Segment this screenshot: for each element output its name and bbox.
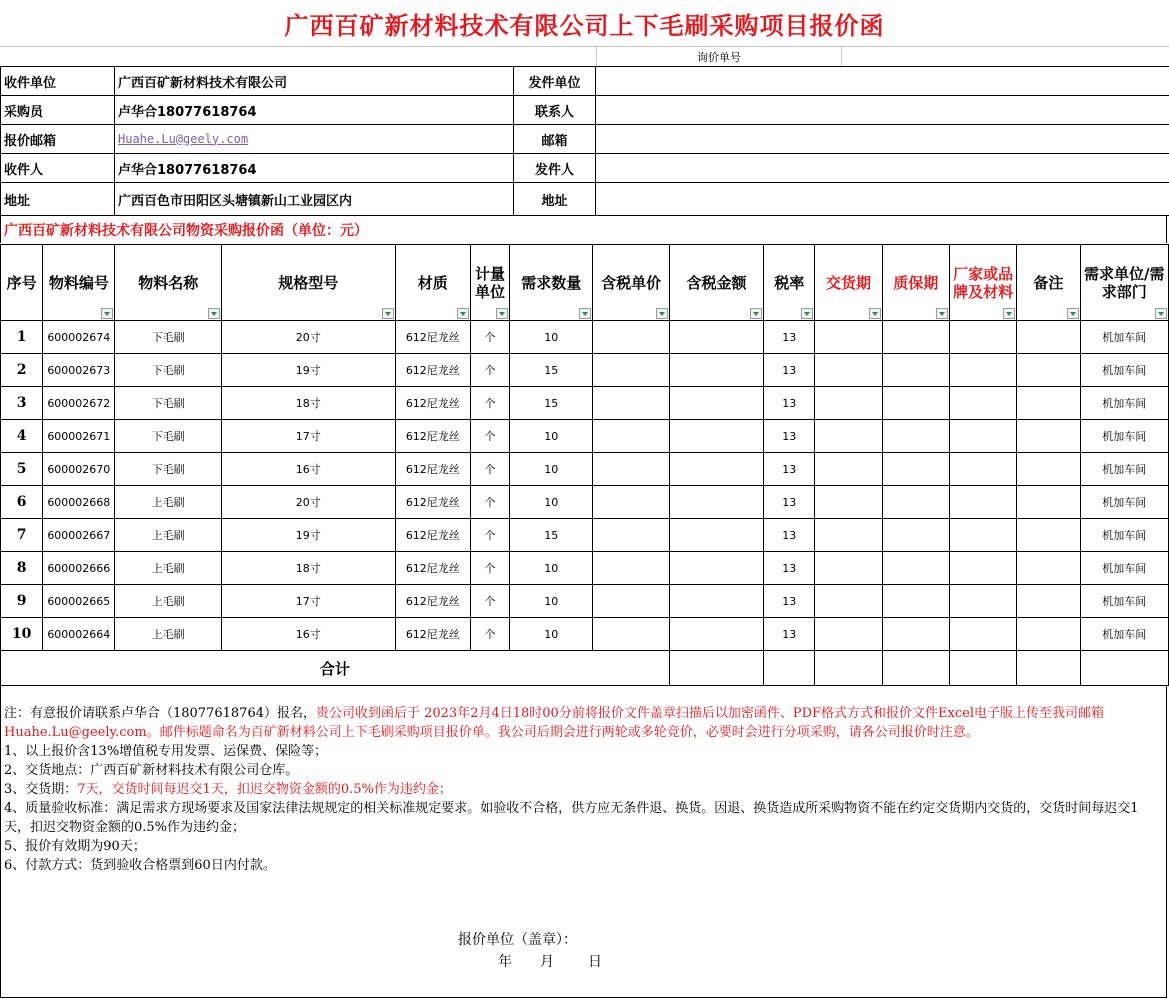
material-code: 600002673: [43, 354, 115, 387]
material-name: 下毛刷: [115, 387, 221, 420]
filter-dropdown-icon[interactable]: [579, 308, 591, 319]
material-name: 下毛刷: [115, 321, 221, 354]
info-row: [1, 96, 1169, 125]
header-unit-price-label: 含税单价: [601, 273, 662, 292]
brand-field[interactable]: [949, 354, 1016, 387]
material: 612尼龙丝: [395, 453, 470, 486]
note-item-3-detail: 7天，交货时间每迟交1天，扣迟交物资金额的0.5%作为违约金；: [77, 782, 452, 797]
department: 机加车间: [1080, 552, 1169, 585]
unit: 个: [470, 585, 509, 618]
filter-dropdown-icon[interactable]: [656, 308, 668, 319]
total-row: [1, 651, 1169, 686]
material-name: 上毛刷: [115, 519, 221, 552]
warranty-field[interactable]: [882, 486, 949, 519]
spec: 17寸: [221, 420, 395, 453]
signature-date: [498, 951, 602, 971]
unit-price-field[interactable]: [593, 519, 669, 552]
material-code: 600002670: [43, 453, 115, 486]
filter-dropdown-icon[interactable]: [1003, 308, 1015, 319]
department: 机加车间: [1080, 585, 1169, 618]
warranty-field[interactable]: [882, 552, 949, 585]
unit-price-field[interactable]: [593, 420, 669, 453]
material: 612尼龙丝: [395, 387, 470, 420]
quantity: 15: [510, 387, 593, 420]
table-header-row: [1, 245, 1169, 321]
notes-intro-text: 注：有意报价请联系卢华合（18077618764）报名，: [4, 706, 316, 721]
address-value[interactable]: 广西百色市田阳区头塘镇新山工业园区内: [115, 183, 514, 216]
header-material-name-label: 物料名称: [138, 273, 199, 292]
amount-field[interactable]: [669, 519, 763, 552]
unit-price-field[interactable]: [593, 387, 669, 420]
receiver-unit-value[interactable]: 广西百矿新材料技术有限公司: [115, 67, 514, 96]
material: 612尼龙丝: [395, 519, 470, 552]
email-field[interactable]: [596, 125, 1169, 154]
buyer-label: 采购员: [1, 96, 115, 125]
tax-rate: 13: [764, 519, 815, 552]
tax-rate: 13: [764, 585, 815, 618]
remark-field[interactable]: [1017, 519, 1080, 552]
row-number: 8: [1, 552, 43, 585]
signature-label: 报价单位（盖章）：: [458, 932, 577, 948]
delivery-field[interactable]: [815, 420, 882, 453]
quantity: 10: [510, 618, 593, 651]
quote-email-cell: [115, 125, 514, 154]
header-amount-label: 含税金额: [686, 273, 747, 292]
warranty-field[interactable]: [882, 321, 949, 354]
remark-field[interactable]: [1017, 453, 1080, 486]
remark-field[interactable]: [1017, 354, 1080, 387]
filter-dropdown-icon[interactable]: [382, 308, 394, 319]
page-title: 广西百矿新材料技术有限公司上下毛刷采购项目报价函: [284, 10, 885, 40]
total-cell[interactable]: [1017, 651, 1080, 686]
brand-field[interactable]: [949, 321, 1016, 354]
row-number: 1: [1, 321, 43, 354]
receiver-unit-label: 收件单位: [1, 67, 115, 96]
row-number: 9: [1, 585, 43, 618]
remark-field[interactable]: [1017, 552, 1080, 585]
header-warranty-label: 质保期: [893, 273, 939, 292]
header-warranty: [882, 245, 949, 321]
header-delivery-label: 交货期: [826, 273, 872, 292]
header-remark: [1017, 245, 1080, 321]
spec: 20寸: [221, 486, 395, 519]
material-code: 600002664: [43, 618, 115, 651]
total-cell[interactable]: [949, 651, 1016, 686]
header-material-label: 材质: [417, 273, 448, 292]
remark-field[interactable]: [1017, 420, 1080, 453]
spec: 19寸: [221, 519, 395, 552]
unit: 个: [470, 519, 509, 552]
spec: 19寸: [221, 354, 395, 387]
info-row: [1, 67, 1169, 96]
tax-rate: 13: [764, 354, 815, 387]
contact-person-field[interactable]: [596, 96, 1169, 125]
department: 机加车间: [1080, 618, 1169, 651]
unit-price-field[interactable]: [593, 552, 669, 585]
contact-info-table: [0, 66, 1169, 216]
material-code: 600002672: [43, 387, 115, 420]
table-row: [1, 519, 1169, 552]
header-unit-price: [593, 245, 669, 321]
department: 机加车间: [1080, 453, 1169, 486]
sender-address-field[interactable]: [596, 183, 1169, 216]
quantity: 10: [510, 552, 593, 585]
remark-field[interactable]: [1017, 585, 1080, 618]
row-number: 10: [1, 618, 43, 651]
delivery-field[interactable]: [815, 387, 882, 420]
tax-rate: 13: [764, 486, 815, 519]
tax-rate: 13: [764, 321, 815, 354]
info-row: [1, 183, 1169, 216]
header-amount: [669, 245, 763, 321]
material-code: 600002674: [43, 321, 115, 354]
header-unit-label: 计量单位: [475, 264, 506, 301]
material-code: 600002668: [43, 486, 115, 519]
unit: 个: [470, 387, 509, 420]
total-cell[interactable]: [1080, 651, 1169, 686]
amount-field[interactable]: [669, 387, 763, 420]
buyer-value[interactable]: 卢华合18077618764: [115, 96, 514, 125]
quote-email-link[interactable]: Huahe.Lu@geely.com: [118, 131, 249, 146]
quantity: 10: [510, 453, 593, 486]
note-item-5: 5、报价有效期为90天；: [4, 839, 146, 854]
filter-dropdown-icon[interactable]: [936, 308, 948, 319]
table-row: [1, 585, 1169, 618]
unit-price-field[interactable]: [593, 585, 669, 618]
filter-dropdown-icon[interactable]: [750, 308, 762, 319]
info-row: [1, 125, 1169, 154]
filter-dropdown-icon[interactable]: [101, 308, 113, 319]
unit: 个: [470, 321, 509, 354]
table-row: [1, 321, 1169, 354]
material-name: 上毛刷: [115, 585, 221, 618]
unit: 个: [470, 354, 509, 387]
warranty-field[interactable]: [882, 354, 949, 387]
material-name: 下毛刷: [115, 453, 221, 486]
spec: 16寸: [221, 618, 395, 651]
material: 612尼龙丝: [395, 585, 470, 618]
quote-email-label: 报价邮箱: [1, 125, 115, 154]
delivery-field[interactable]: [815, 585, 882, 618]
brand-field[interactable]: [949, 420, 1016, 453]
amount-field[interactable]: [669, 585, 763, 618]
brand-field[interactable]: [949, 618, 1016, 651]
header-unit: [470, 245, 509, 321]
row-number: 2: [1, 354, 43, 387]
date-month: 月: [540, 954, 554, 970]
header-department-label: 需求单位/需求部门: [1084, 264, 1165, 301]
delivery-field[interactable]: [815, 354, 882, 387]
table-row: [1, 618, 1169, 651]
note-item-1: 1、以上报价含13%增值税专用发票、运保费、保险等；: [4, 744, 328, 759]
total-amount-cell[interactable]: [669, 651, 763, 686]
amount-field[interactable]: [669, 552, 763, 585]
date-year: 年: [498, 954, 512, 970]
sender-address-label: 地址: [514, 183, 596, 216]
header-material-code: [43, 245, 115, 321]
department: 机加车间: [1080, 519, 1169, 552]
total-cell[interactable]: [815, 651, 882, 686]
amount-field[interactable]: [669, 453, 763, 486]
warranty-field[interactable]: [882, 387, 949, 420]
spec: 20寸: [221, 321, 395, 354]
amount-field[interactable]: [669, 321, 763, 354]
warranty-field[interactable]: [882, 585, 949, 618]
items-table: [0, 244, 1169, 686]
unit: 个: [470, 453, 509, 486]
brand-field[interactable]: [949, 387, 1016, 420]
recipient-label: 收件人: [1, 154, 115, 183]
warranty-field[interactable]: [882, 420, 949, 453]
unit-price-field[interactable]: [593, 321, 669, 354]
material: 612尼龙丝: [395, 486, 470, 519]
material-name: 上毛刷: [115, 618, 221, 651]
table-row: [1, 552, 1169, 585]
spec: 18寸: [221, 552, 395, 585]
sender-label: 发件人: [514, 154, 596, 183]
quantity: 10: [510, 321, 593, 354]
material-code: 600002665: [43, 585, 115, 618]
header-seq-label: 序号: [6, 273, 37, 292]
department: 机加车间: [1080, 420, 1169, 453]
header-remark-label: 备注: [1033, 273, 1064, 292]
filter-dropdown-icon[interactable]: [496, 308, 508, 319]
delivery-field[interactable]: [815, 519, 882, 552]
email-label: 邮箱: [514, 125, 596, 154]
amount-field[interactable]: [669, 618, 763, 651]
material-name: 上毛刷: [115, 552, 221, 585]
row-number: 4: [1, 420, 43, 453]
unit-price-field[interactable]: [593, 618, 669, 651]
note-item-4: 4、质量验收标准：满足需求方现场要求及国家法律法规规定的相关标准规定要求。如验收不合格，供方应无条件退、换货。因退、换货造成所采购物资不能在约定交货期内交货的，交货时间每迟交1天，扣迟交物资金额的0.5%作为违约金；: [4, 801, 1139, 835]
header-quantity-label: 需求数量: [521, 273, 582, 292]
header-brand: [949, 245, 1016, 321]
amount-field[interactable]: [669, 354, 763, 387]
remark-field[interactable]: [1017, 486, 1080, 519]
unit: 个: [470, 486, 509, 519]
filter-dropdown-icon[interactable]: [1155, 308, 1167, 319]
brand-field[interactable]: [949, 519, 1016, 552]
quantity: 10: [510, 486, 593, 519]
unit: 个: [470, 552, 509, 585]
brand-field[interactable]: [949, 486, 1016, 519]
tax-rate: 13: [764, 618, 815, 651]
notes-intro: [4, 704, 1162, 742]
material-code: 600002666: [43, 552, 115, 585]
quantity: 10: [510, 585, 593, 618]
table-row: [1, 354, 1169, 387]
department: 机加车间: [1080, 321, 1169, 354]
material-name: 下毛刷: [115, 420, 221, 453]
amount-field[interactable]: [669, 420, 763, 453]
header-spec-label: 规格型号: [278, 273, 339, 292]
notes-intro-deadline: 贵公司收到函后于 2023年2月4日18时00分前将报价文件盖章扫描后以加密函件、PDF格式方式和报价文件Excel电子版上传至我司邮箱Huahe.Lu@geely.com。邮件标题命名为百矿新材料公司上下毛刷采购项目报价单。我公司后期会进行两轮或多轮竞价，必要时会进行分项采购，请各公司报价时注意。: [4, 706, 1104, 740]
sender-unit-label: 发件单位: [514, 67, 596, 96]
header-material-code-label: 物料编号: [48, 273, 109, 292]
spec: 18寸: [221, 387, 395, 420]
row-number: 5: [1, 453, 43, 486]
note-item-2: 2、交货地点：广西百矿新材料技术有限公司仓库。: [4, 763, 299, 778]
amount-field[interactable]: [669, 486, 763, 519]
quantity: 10: [510, 420, 593, 453]
spec: 16寸: [221, 453, 395, 486]
spec: 17寸: [221, 585, 395, 618]
address-label: 地址: [1, 183, 115, 216]
department: 机加车间: [1080, 486, 1169, 519]
note-item-6: 6、付款方式：货到验收合格票到60日内付款。: [4, 858, 276, 873]
unit: 个: [470, 420, 509, 453]
info-row: [1, 154, 1169, 183]
unit-price-field[interactable]: [593, 354, 669, 387]
inquiry-number-label: 询价单号: [596, 47, 842, 67]
brand-field[interactable]: [949, 552, 1016, 585]
sender-field[interactable]: [596, 154, 1169, 183]
header-seq: [1, 245, 43, 321]
header-material: [395, 245, 470, 321]
table-row: [1, 387, 1169, 420]
warranty-field[interactable]: [882, 618, 949, 651]
material: 612尼龙丝: [395, 321, 470, 354]
material: 612尼龙丝: [395, 354, 470, 387]
material: 612尼龙丝: [395, 420, 470, 453]
header-department: [1080, 245, 1169, 321]
warranty-field[interactable]: [882, 519, 949, 552]
inquiry-row: [0, 46, 1169, 67]
tax-rate: 13: [764, 420, 815, 453]
unit-price-field[interactable]: [593, 453, 669, 486]
total-cell[interactable]: [882, 651, 949, 686]
filter-dropdown-icon[interactable]: [1067, 308, 1079, 319]
header-brand-label: 厂家或品牌及材料: [953, 264, 1014, 301]
header-spec: [221, 245, 395, 321]
section-title: 广西百矿新材料技术有限公司物资采购报价函（单位：元）: [0, 216, 1167, 243]
contact-person-label: 联系人: [514, 96, 596, 125]
header-quantity: [510, 245, 593, 321]
table-row: [1, 486, 1169, 519]
warranty-field[interactable]: [882, 453, 949, 486]
delivery-field[interactable]: [815, 552, 882, 585]
brand-field[interactable]: [949, 453, 1016, 486]
delivery-field[interactable]: [815, 321, 882, 354]
quantity: 15: [510, 519, 593, 552]
delivery-field[interactable]: [815, 453, 882, 486]
date-day: 日: [588, 954, 602, 970]
filter-dropdown-icon[interactable]: [869, 308, 881, 319]
material-code: 600002667: [43, 519, 115, 552]
total-label: 合计: [1, 651, 670, 686]
material-name: 上毛刷: [115, 486, 221, 519]
remark-field[interactable]: [1017, 387, 1080, 420]
remark-field[interactable]: [1017, 321, 1080, 354]
row-number: 6: [1, 486, 43, 519]
note-item-3-label: 3、交货期：: [4, 782, 78, 797]
table-row: [1, 453, 1169, 486]
department: 机加车间: [1080, 354, 1169, 387]
quantity: 15: [510, 354, 593, 387]
table-row: [1, 420, 1169, 453]
material-name: 下毛刷: [115, 354, 221, 387]
filter-dropdown-icon[interactable]: [457, 308, 469, 319]
sender-unit-field[interactable]: [596, 67, 1169, 96]
filter-dropdown-icon[interactable]: [801, 308, 813, 319]
unit: 个: [470, 618, 509, 651]
header-tax-rate: [764, 245, 815, 321]
brand-field[interactable]: [949, 585, 1016, 618]
note-item-3: [4, 780, 1162, 799]
delivery-field[interactable]: [815, 486, 882, 519]
header-delivery: [815, 245, 882, 321]
material: 612尼龙丝: [395, 618, 470, 651]
unit-price-field[interactable]: [593, 486, 669, 519]
material: 612尼龙丝: [395, 552, 470, 585]
row-number: 3: [1, 387, 43, 420]
recipient-value[interactable]: 卢华合18077618764: [115, 154, 514, 183]
remark-field[interactable]: [1017, 618, 1080, 651]
tax-rate: 13: [764, 453, 815, 486]
filter-dropdown-icon[interactable]: [208, 308, 220, 319]
header-material-name: [115, 245, 221, 321]
header-tax-rate-label: 税率: [774, 273, 805, 292]
tax-rate: 13: [764, 552, 815, 585]
delivery-field[interactable]: [815, 618, 882, 651]
total-cell[interactable]: [764, 651, 815, 686]
tax-rate: 13: [764, 387, 815, 420]
row-number: 7: [1, 519, 43, 552]
department: 机加车间: [1080, 387, 1169, 420]
material-code: 600002671: [43, 420, 115, 453]
